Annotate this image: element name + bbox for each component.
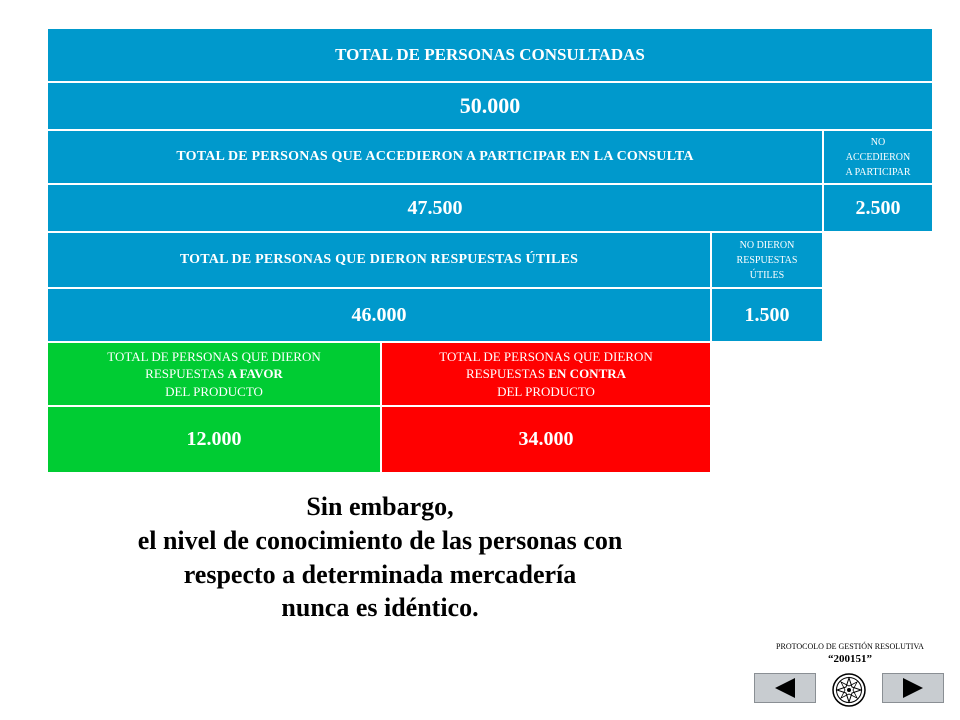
closing-line-3: respecto a determinada mercadería (183, 559, 577, 589)
header-contra-line-2: RESPUESTAS EN CONTRA (465, 366, 627, 382)
header-favor-line-3: DEL PRODUCTO (165, 383, 263, 399)
closing-statement (70, 490, 690, 625)
header-accepted-label: TOTAL DE PERSONAS QUE ACCEDIERON A PARTICIPAR EN LA CONSULTA (176, 149, 694, 164)
declined-value: 2.500 (855, 196, 901, 219)
header-contra (381, 342, 711, 406)
contra-value-cell (381, 406, 711, 473)
useful-value: 46.000 (351, 303, 407, 326)
triangle-left-icon (775, 678, 795, 698)
protocol-label: PROTOCOLO DE GESTIÓN RESOLUTIVA (776, 642, 924, 651)
triangle-right-icon (903, 678, 923, 698)
header-total-consulted-label: TOTAL DE PERSONAS CONSULTADAS (335, 45, 645, 64)
not-useful-value: 1.500 (744, 303, 790, 326)
header-declined-line-2: ACCEDIERON (845, 151, 911, 163)
header-useful (47, 232, 711, 288)
closing-line-4: nunca es idéntico. (281, 593, 479, 623)
next-button[interactable] (882, 673, 944, 703)
accepted-value-cell (47, 184, 823, 232)
home-button[interactable] (830, 672, 868, 708)
favor-value: 12.000 (186, 428, 242, 450)
closing-line-2: el nivel de conocimiento de las personas con (137, 525, 623, 555)
total-consulted-value: 50.000 (459, 93, 521, 118)
header-not-useful-line-1: NO DIERON (739, 239, 795, 251)
header-total-consulted (47, 28, 933, 82)
header-useful-label: TOTAL DE PERSONAS QUE DIERON RESPUESTAS ÚTILES (179, 252, 579, 267)
total-consulted-value-cell (47, 82, 933, 130)
declined-value-cell (823, 184, 933, 232)
header-accepted (47, 130, 823, 184)
header-contra-line-1: TOTAL DE PERSONAS QUE DIERON (439, 348, 653, 364)
compass-star-icon (830, 672, 868, 708)
contra-value: 34.000 (518, 428, 574, 450)
header-declined-line-1: NO (870, 136, 886, 148)
useful-value-cell (47, 288, 711, 342)
header-declined-line-3: A PARTICIPAR (845, 166, 911, 178)
header-contra-line-3: DEL PRODUCTO (497, 383, 595, 399)
header-favor (47, 342, 381, 406)
not-useful-value-cell (711, 288, 823, 342)
closing-line-1: Sin embargo, (306, 492, 454, 521)
prev-button[interactable] (754, 673, 816, 703)
accepted-value: 47.500 (407, 196, 463, 219)
header-favor-line-1: TOTAL DE PERSONAS QUE DIERON (107, 348, 321, 364)
header-not-useful-line-2: RESPUESTAS (736, 254, 798, 266)
protocol-code: “200151” (828, 653, 872, 666)
header-favor-line-2: RESPUESTAS A FAVOR (145, 366, 283, 382)
header-not-useful (711, 232, 823, 288)
favor-value-cell (47, 406, 381, 473)
header-not-useful-line-3: ÚTILES (749, 269, 785, 281)
header-declined (823, 130, 933, 184)
protocol-footer (755, 642, 945, 667)
